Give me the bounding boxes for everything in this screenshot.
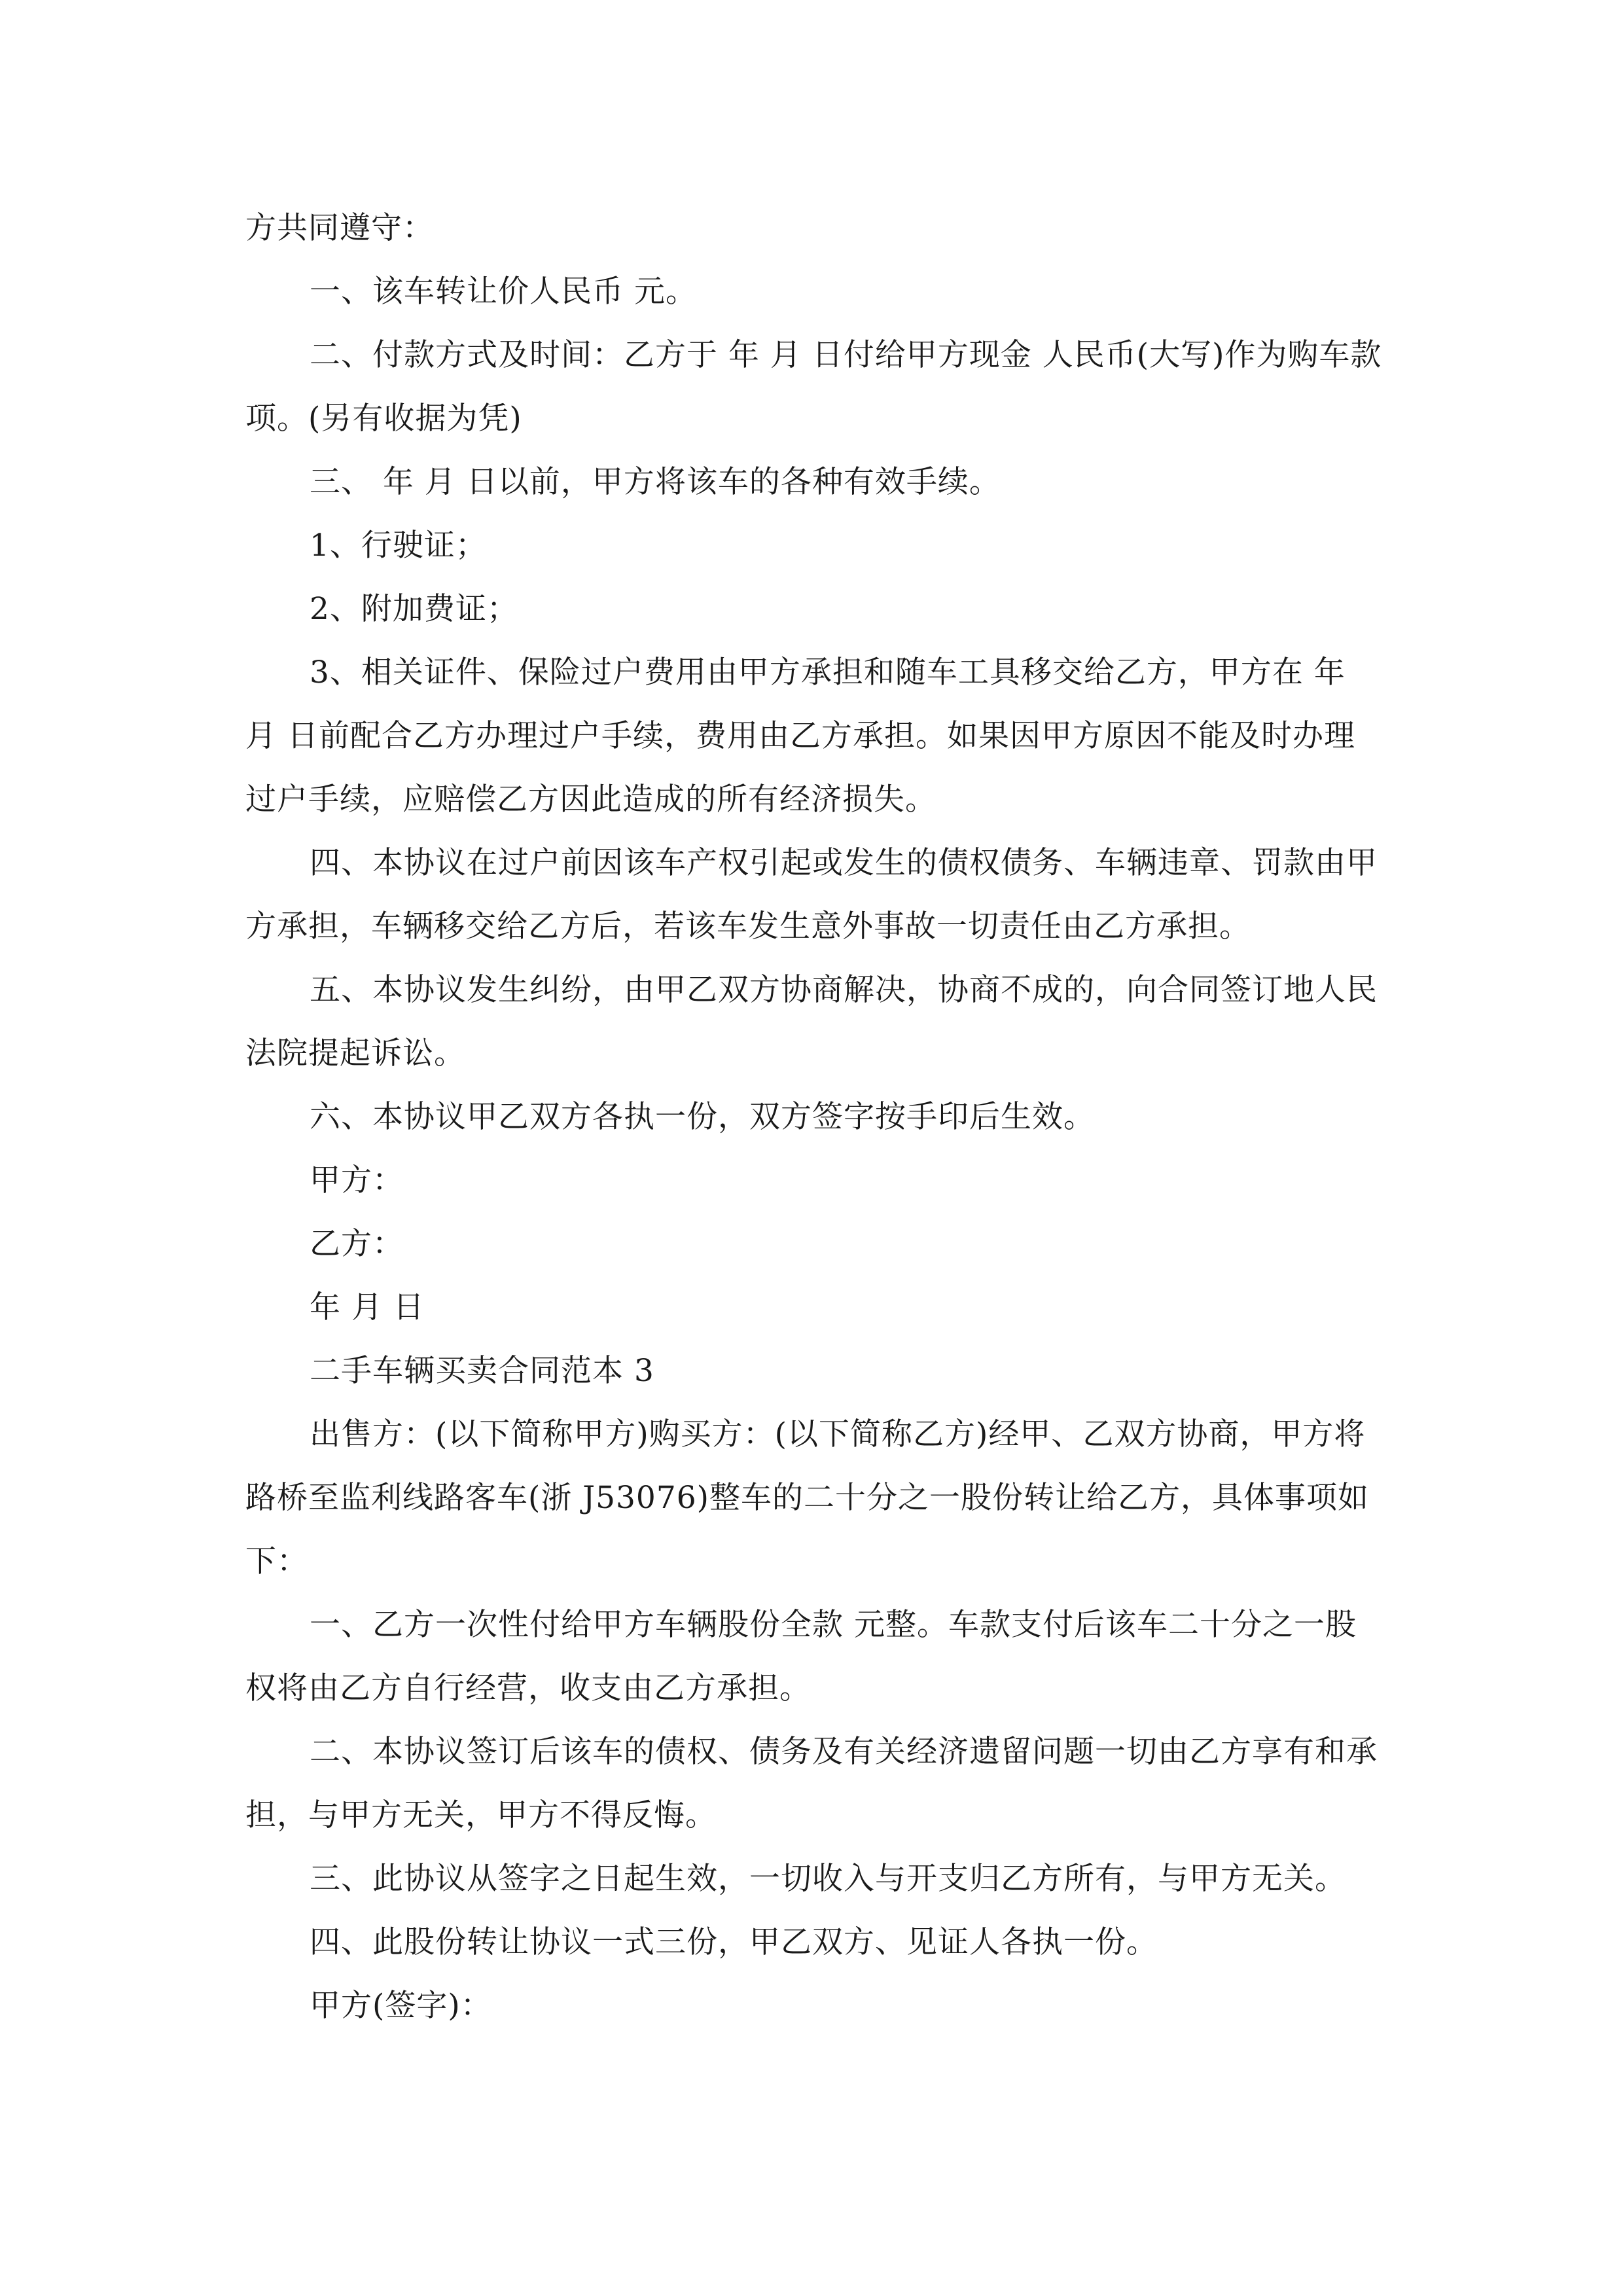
template-3-preamble: 出售方：(以下简称甲方)购买方：(以下简称乙方)经甲、乙双方协商，甲方将路桥至监利线路客车(浙 J53076)整车的二十分之一股份转让给乙方，具体事项如下：: [245, 1416, 1369, 1579]
clause-dispute: 五、本协议发生纠纷，由甲乙双方协商解决，协商不成的，向合同签订地人民法院提起诉讼。: [245, 972, 1378, 1071]
clause-copies: 六、本协议甲乙双方各执一份，双方签字按手印后生效。: [310, 1099, 1095, 1135]
item-related-documents: 3、相关证件、保险过户费用由甲方承担和随车工具移交给乙方，甲方在 年 月 日前配合乙方办理过户手续，费用由乙方承担。如果因甲方原因不能及时办理过户手续，应赔偿乙方因此造成的所有经济损失。: [245, 655, 1355, 817]
signature-date: 年 月 日: [310, 1289, 425, 1325]
template-3-clause-2: 二、本协议签订后该车的债权、债务及有关经济遗留问题一切由乙方享有和承担，与甲方无关，甲方不得反悔。: [245, 1734, 1378, 1833]
clause-documents: 三、 年 月 日以前，甲方将该车的各种有效手续。: [310, 464, 1001, 500]
template-3-clause-3: 三、此协议从签字之日起生效，一切收入与开支归乙方所有，与甲方无关。: [310, 1861, 1346, 1897]
section-title-template-3: 二手车辆买卖合同范本 3: [310, 1353, 654, 1389]
item-surcharge-certificate: 2、附加费证；: [310, 591, 518, 627]
paragraph-continuation: 方共同遵守：: [245, 210, 434, 246]
item-driving-license: 1、行驶证；: [310, 528, 487, 564]
template-3-signature-party-a: 甲方(签字)：: [310, 1988, 492, 2024]
signature-party-a: 甲方：: [310, 1162, 404, 1198]
clause-payment: 二、付款方式及时间：乙方于 年 月 日付给甲方现金 人民币(大写)作为购车款项。(另有收据为凭): [245, 337, 1382, 437]
clause-liability: 四、本协议在过户前因该车产权引起或发生的债权债务、车辆违章、罚款由甲方承担，车辆移交给乙方后，若该车发生意外事故一切责任由乙方承担。: [245, 845, 1378, 944]
document-body: [245, 196, 1384, 2037]
clause-price: 一、该车转让价人民币 元。: [310, 274, 697, 310]
template-3-clause-4: 四、此股份转让协议一式三份，甲乙双方、见证人各执一份。: [310, 1924, 1158, 1960]
template-3-clause-1: 一、乙方一次性付给甲方车辆股份全款 元整。车款支付后该车二十分之一股权将由乙方自行经营，收支由乙方承担。: [245, 1607, 1357, 1706]
signature-party-b: 乙方：: [310, 1226, 404, 1262]
